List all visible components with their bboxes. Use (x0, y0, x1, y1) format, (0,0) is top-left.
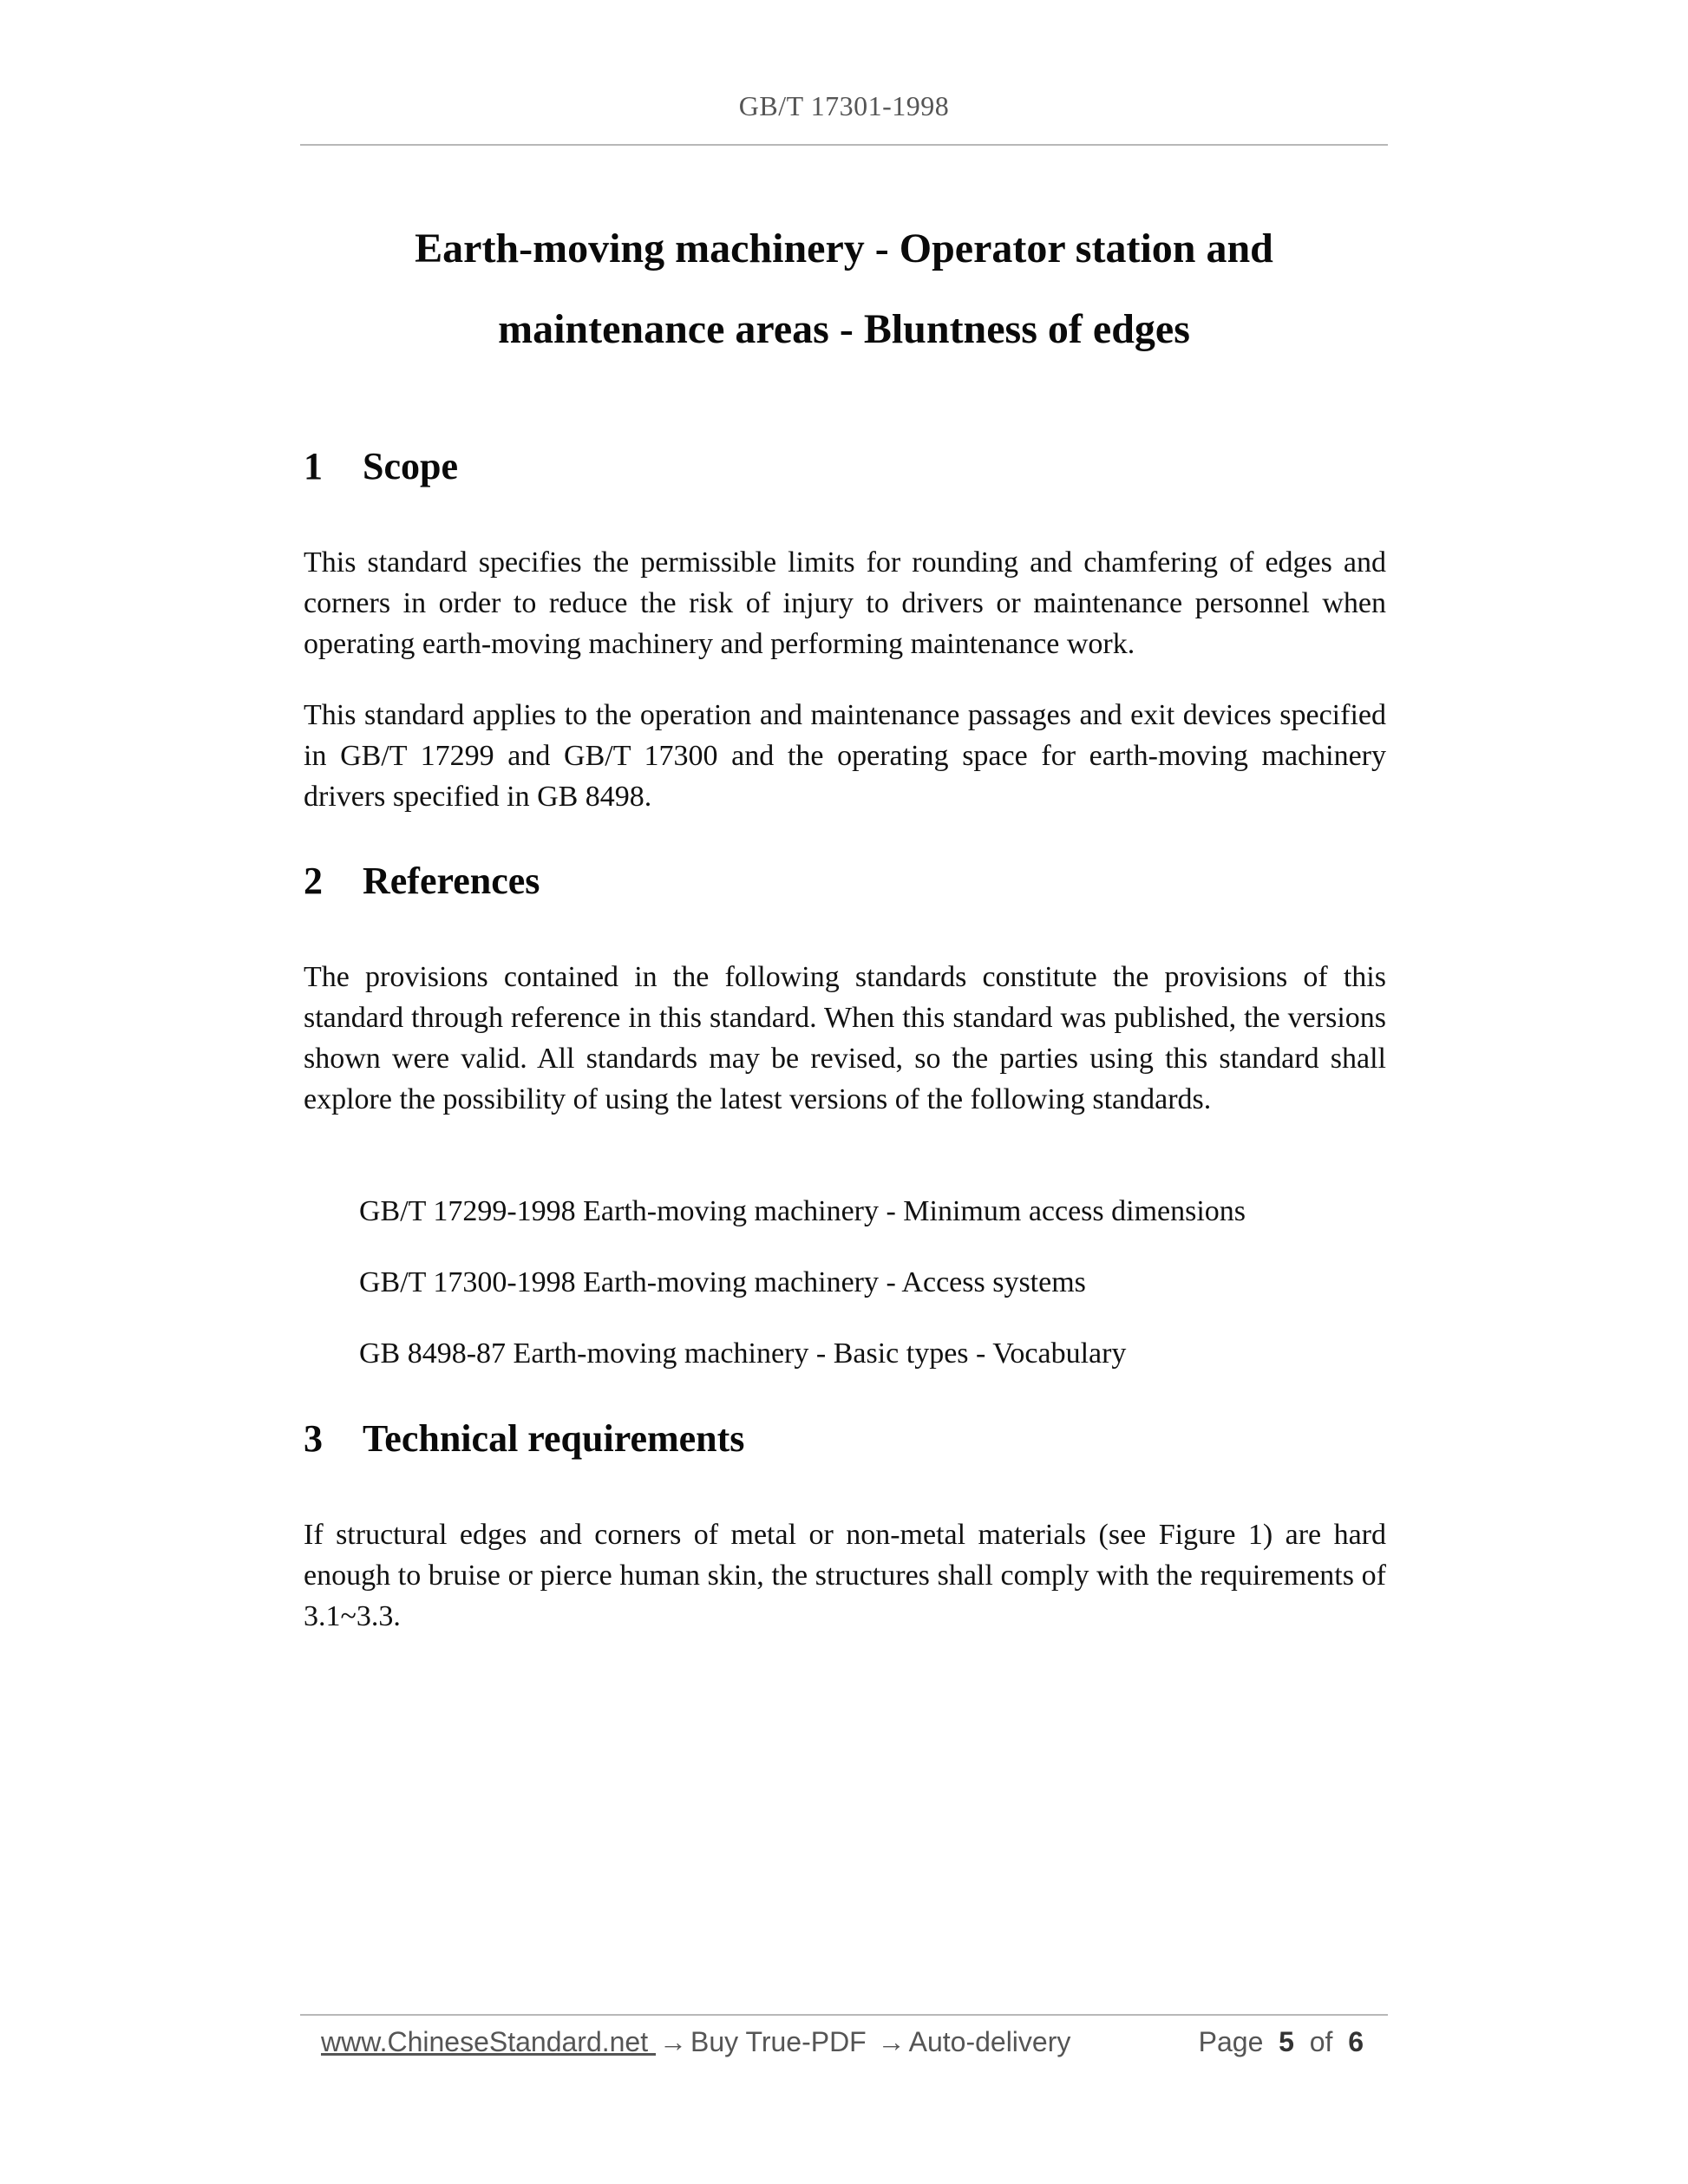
document-code-header: GB/T 17301-1998 (738, 90, 950, 121)
section-title: Technical requirements (363, 1417, 745, 1460)
chinesestandard-link[interactable]: www.ChineseStandard.net (321, 2026, 656, 2057)
section-number: 1 (304, 445, 323, 487)
title-line-2: maintenance areas - Bluntness of edges (498, 306, 1190, 352)
scope-paragraph-2: This standard applies to the operation and maintenance passages and exit devices specified in GB/T 17299 and GB/T 17300 and the operating space for earth-moving machinery drivers specified in GB 8498. (304, 699, 1386, 813)
page-of-label: of (1309, 2026, 1333, 2057)
reference-item: GB 8498-87 Earth-moving machinery - Basic types - Vocabulary (359, 1337, 1127, 1370)
page-indicator (1199, 2026, 1364, 2058)
document-title (300, 208, 1388, 369)
footer-divider (300, 2014, 1388, 2016)
section-title: References (363, 860, 540, 902)
section-heading-scope (304, 444, 458, 488)
footer-links (321, 2026, 1070, 2058)
references-paragraph: The provisions contained in the following standards constitute the provisions of this standard through reference in this standard. When this standard was published, the versions shown were valid. All standards may be revised, so the parties using this standard shall explore the possibility of using the latest versions of the following standards. (304, 961, 1386, 1115)
section-heading-references (304, 859, 540, 903)
auto-delivery-text: Auto-delivery (908, 2026, 1071, 2057)
section-number: 2 (304, 860, 323, 902)
scope-paragraph-1: This standard specifies the permissible limits for rounding and chamfering of edges and corners in order to reduce the risk of injury to drivers or maintenance personnel when operating earth-moving machinery and performing maintenance work. (304, 546, 1386, 660)
technical-requirements-paragraph: If structural edges and corners of metal or non-metal materials (see Figure 1) are hard enough to bruise or pierce human skin, the structures shall comply with the requirements of 3.1~3.3. (304, 1519, 1386, 1632)
header-divider (300, 144, 1388, 146)
buy-true-pdf-text: Buy True-PDF (690, 2026, 867, 2057)
reference-item: GB/T 17300-1998 Earth-moving machinery - Access systems (359, 1266, 1086, 1298)
section-title: Scope (363, 445, 458, 487)
title-line-1: Earth-moving machinery - Operator station and (415, 226, 1273, 271)
section-number: 3 (304, 1417, 323, 1460)
arrow-right-icon: → (659, 2026, 687, 2057)
arrow-right-icon: → (877, 2026, 906, 2057)
section-heading-technical-requirements (304, 1416, 744, 1461)
page-label: Page (1198, 2026, 1264, 2057)
total-page-number: 6 (1348, 2026, 1364, 2057)
reference-item: GB/T 17299-1998 Earth-moving machinery - Minimum access dimensions (359, 1195, 1246, 1227)
current-page-number: 5 (1279, 2026, 1294, 2057)
